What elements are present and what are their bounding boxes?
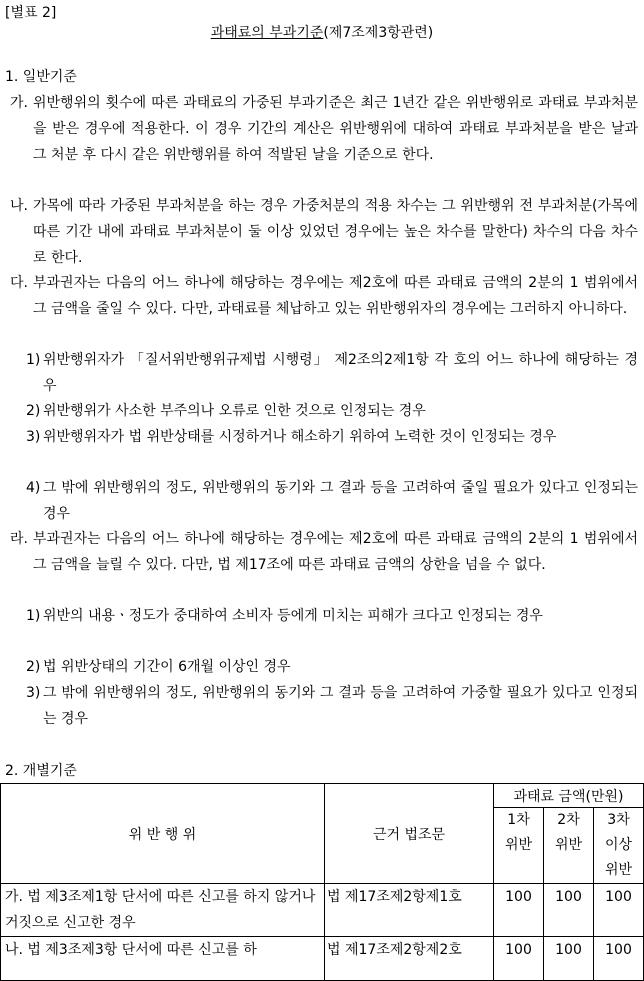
title-main: 과태료의 부과기준	[210, 25, 324, 41]
item-lead: 4)	[26, 480, 41, 496]
table-row	[1, 937, 644, 981]
section-heading-general: 1. 일반기준	[5, 69, 77, 85]
header-third-violation: 3차 이상 위반	[594, 808, 644, 884]
increase-item-3	[26, 680, 638, 732]
header-second-violation: 2차 위반	[544, 808, 594, 884]
fee-table	[0, 783, 644, 981]
general-item-ra	[10, 526, 638, 578]
item-lead: 나.	[10, 198, 28, 214]
reduction-item-3	[26, 424, 638, 450]
row-fee-2: 100	[544, 884, 594, 937]
item-lead: 1)	[26, 608, 41, 624]
table-row	[1, 884, 644, 937]
increase-item-2	[26, 654, 638, 680]
header-violation: 위 반 행 위	[1, 784, 325, 884]
item-text: 위반행위의 횟수에 따른 과태료의 가중된 부과기준은 최근 1년간 같은 위반행위로 과태료 부과처분을 받은 경우에 적용한다. 이 경우 기간의 계산은 위반행위에 대하여 과태료 부과처분을 받은 날과 그 처분 후 다시 같은 위반행위를 하여 적발된 날을 기준으로 한다.	[33, 95, 638, 163]
row-fee-2: 100	[544, 937, 594, 981]
general-item-na	[10, 193, 638, 271]
item-text: 위반행위가 사소한 부주의나 오류로 인한 것으로 인정되는 경우	[43, 403, 426, 419]
item-lead: 3)	[26, 685, 41, 701]
item-text: 법 위반상태의 기간이 6개월 이상인 경우	[43, 659, 291, 675]
header-first-violation: 1차 위반	[494, 808, 544, 884]
reduction-item-1	[26, 347, 638, 399]
item-text: 그 밖에 위반행위의 정도, 위반행위의 동기와 그 결과 등을 고려하여 줄일 필요가 있다고 인정되는 경우	[43, 480, 638, 522]
annex-tag: [별표 2]	[5, 5, 57, 21]
item-text: 위반행위자가 「질서위반행위규제법 시행령」 제2조의2제1항 각 호의 어느 하나에 해당하는 경우	[43, 352, 638, 394]
row-fee-3: 100	[594, 884, 644, 937]
item-lead: 3)	[26, 429, 41, 445]
row-fee-3: 100	[594, 937, 644, 981]
row-basis: 법 제17조제2항제1호	[325, 884, 494, 937]
item-text: 가목에 따라 가중된 부과처분을 하는 경우 가중처분의 적용 차수는 그 위반행위 전 부과처분(가목에 따른 기간 내에 과태료 부과처분이 둘 이상 있었던 경우에는 높은 차수를 말한다) 차수의 다음 차수로 한다.	[33, 198, 638, 266]
title-sub: (제7조제3항관련)	[323, 25, 434, 41]
table-header-row	[1, 784, 644, 808]
document-title	[0, 22, 644, 42]
item-lead: 가.	[10, 95, 28, 111]
reduction-item-2	[26, 398, 638, 424]
item-lead: 2)	[26, 659, 41, 675]
item-lead: 라.	[10, 531, 28, 547]
row-violation: 가. 법 제3조제1항 단서에 따른 신고를 하지 않거나 거짓으로 신고한 경우	[1, 884, 325, 937]
header-fee-amount: 과태료 금액(만원)	[494, 784, 644, 808]
reduction-item-4	[26, 475, 638, 527]
general-item-ga	[10, 90, 638, 194]
increase-item-1	[26, 603, 638, 629]
header-basis: 근거 법조문	[325, 784, 494, 884]
item-lead: 1)	[26, 352, 41, 368]
item-lead: 다.	[10, 275, 28, 291]
item-text: 부과권자는 다음의 어느 하나에 해당하는 경우에는 제2호에 따른 과태료 금액의 2분의 1 범위에서 그 금액을 줄일 수 있다. 다만, 과태료를 체납하고 있는 위반행위자의 경우에는 그러하지 아니하다.	[33, 275, 638, 317]
row-fee-1: 100	[494, 937, 544, 981]
row-violation: 나. 법 제3조제3항 단서에 따른 신고를 하	[1, 937, 325, 981]
item-text: 위반의 내용ㆍ정도가 중대하여 소비자 등에게 미치는 피해가 크다고 인정되는 경우	[43, 608, 543, 624]
item-lead: 2)	[26, 403, 41, 419]
item-text: 그 밖에 위반행위의 정도, 위반행위의 동기와 그 결과 등을 고려하여 가중할 필요가 있다고 인정되는 경우	[43, 685, 638, 727]
row-basis: 법 제17조제2항제2호	[325, 937, 494, 981]
row-fee-1: 100	[494, 884, 544, 937]
section-heading-individual: 2. 개별기준	[5, 763, 77, 779]
item-text: 부과권자는 다음의 어느 하나에 해당하는 경우에는 제2호에 따른 과태료 금액의 2분의 1 범위에서 그 금액을 늘릴 수 있다. 다만, 법 제17조에 따른 과태료 금액의 상한을 넘을 수 없다.	[33, 531, 638, 573]
general-item-da	[10, 270, 638, 322]
item-text: 위반행위자가 법 위반상태를 시정하거나 해소하기 위하여 노력한 것이 인정되는 경우	[43, 429, 557, 445]
